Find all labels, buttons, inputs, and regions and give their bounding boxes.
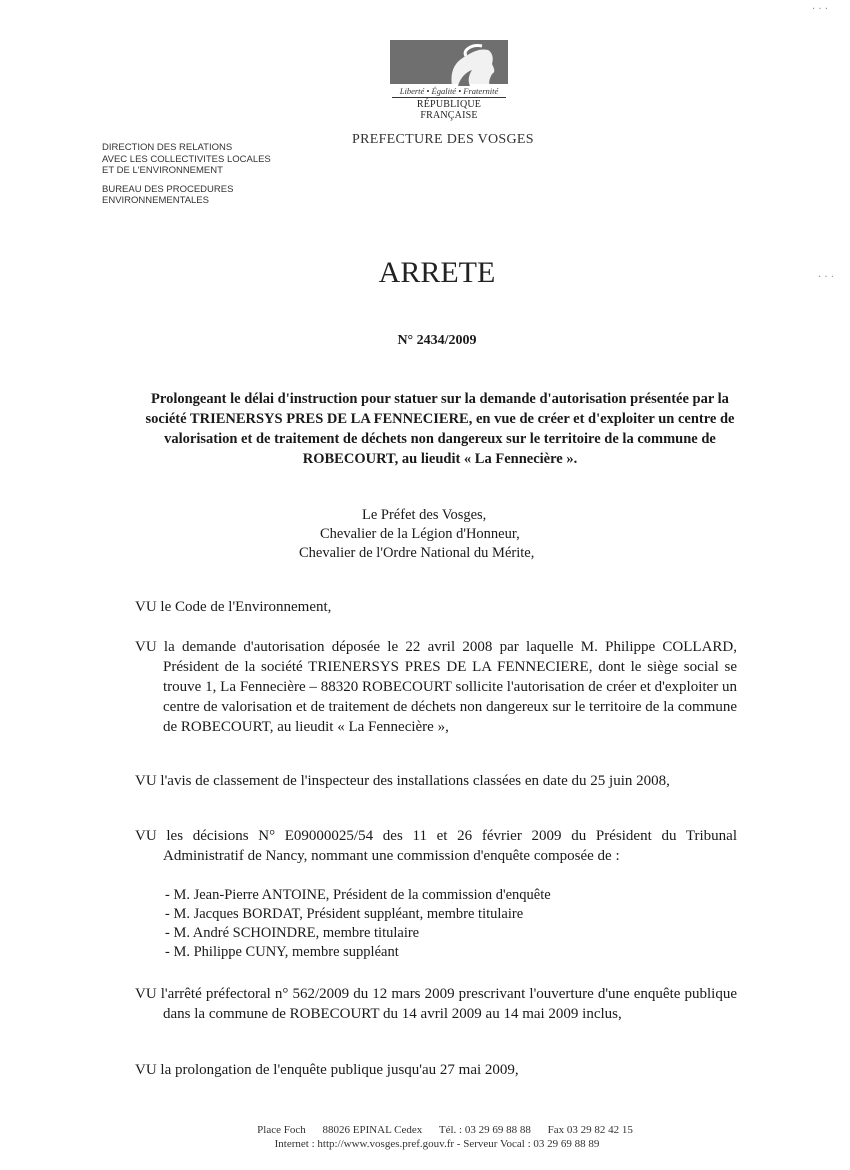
prefecture-name: PREFECTURE DES VOSGES <box>352 132 534 147</box>
logo-rule <box>392 97 506 98</box>
scan-mark: · · · <box>812 4 828 15</box>
vu-text: VU le Code de l'Environnement, <box>135 599 332 615</box>
vu-clause <box>135 1060 737 1080</box>
scan-mark: · · · <box>818 272 834 283</box>
footer-city: 88026 EPINAL Cedex <box>322 1124 423 1136</box>
vu-text: VU l'arrêté préfectoral n° 562/2009 du 12 mars 2009 prescrivant l'ouverture d'une enquête publique dans la commune de ROBECOURT du 14 avril 2009 au 14 mai 2009 inclus, <box>135 986 737 1022</box>
document-subject: Prolongeant le délai d'instruction pour statuer sur la demande d'autorisation présentée par la société TRIENERSYS PRES DE LA FENNECIERE, en vue de créer et d'exploiter un centre de valorisation et de traitement de déchets non dangereux sur le territoire de la commune de ROBECOURT, au lieudit « La Fennecière ». <box>145 391 735 467</box>
prefet-line: Chevalier de la Légion d'Honneur, <box>320 526 520 542</box>
vu-clause <box>135 637 737 737</box>
logo-motto: Liberté • Égalité • Fraternité <box>399 86 499 96</box>
marianne-profile-icon <box>432 42 502 86</box>
member-item: - M. André SCHOINDRE, membre titulaire <box>165 925 420 941</box>
document-number: N° 2434/2009 <box>397 333 477 348</box>
footer-tel: Tél. : 03 29 69 88 88 <box>438 1124 531 1136</box>
bureau-line: ENVIRONNEMENTALES <box>102 195 209 206</box>
member-item: - M. Philippe CUNY, membre suppléant <box>165 944 399 960</box>
marianne-logo <box>388 40 510 121</box>
vu-clause <box>135 984 737 1024</box>
direction-block <box>102 142 271 207</box>
direction-line: AVEC LES COLLECTIVITES LOCALES <box>102 153 271 165</box>
commission-members <box>165 886 551 962</box>
prefet-line: Le Préfet des Vosges, <box>362 507 487 523</box>
vu-text: VU la demande d'autorisation déposée le 22 avril 2008 par laquelle M. Philippe COLLARD, Président de la société TRIENERSYS PRES DE LA FENNECIERE, dont le siège social se trouve 1, La Fennecière – 88320 ROBECOURT sollicite l'autorisation de créer et d'exploiter un centre de valorisation et de traitement de déchets non dangereux sur le territoire de la commune de ROBECOURT, au lieudit « La Fennecière », <box>135 639 737 735</box>
direction-line: ET DE L'ENVIRONNEMENT <box>102 165 223 176</box>
marianne-emblem <box>390 40 508 84</box>
member-item: - M. Jacques BORDAT, Président suppléant, membre titulaire <box>165 906 524 922</box>
document-title: ARRETE <box>378 256 496 289</box>
footer-address: Place Foch <box>257 1124 306 1136</box>
vu-clause <box>135 771 737 791</box>
footer <box>0 1123 850 1151</box>
vu-clause <box>135 826 737 866</box>
logo-republic: RÉPUBLIQUE FRANÇAISE <box>416 99 482 121</box>
footer-internet: Internet : http://www.vosges.pref.gouv.fr - Serveur Vocal : 03 29 69 88 89 <box>274 1138 600 1150</box>
vu-text: VU la prolongation de l'enquête publique jusqu'au 27 mai 2009, <box>135 1062 519 1078</box>
vu-text: VU les décisions N° E09000025/54 des 11 et 26 février 2009 du Président du Tribunal Administratif de Nancy, nommant une commission d'enquête composée de : <box>135 828 737 864</box>
bureau-line: BUREAU DES PROCEDURES <box>102 183 234 195</box>
vu-text: VU l'avis de classement de l'inspecteur des installations classées en date du 25 juin 2008, <box>135 773 670 789</box>
footer-fax: Fax 03 29 82 42 15 <box>547 1124 633 1136</box>
prefet-line: Chevalier de l'Ordre National du Mérite, <box>299 545 535 561</box>
prefet-block <box>299 506 534 563</box>
direction-line: DIRECTION DES RELATIONS <box>102 142 233 153</box>
member-item: - M. Jean-Pierre ANTOINE, Président de la commission d'enquête <box>165 887 551 903</box>
vu-clause <box>135 597 737 617</box>
